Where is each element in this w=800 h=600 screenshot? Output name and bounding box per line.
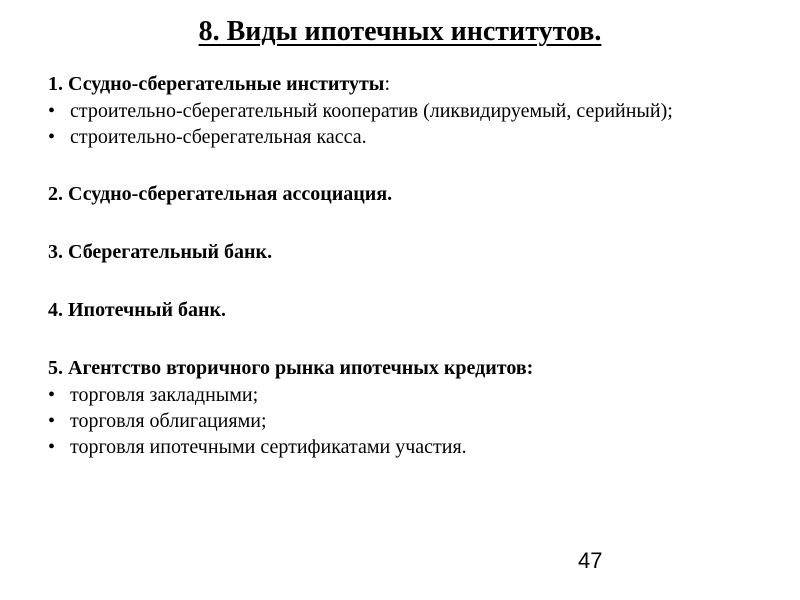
section-5-list: [48, 382, 748, 460]
list-item: • строительно-сберегательный кооператив (ликвидируемый, серийный);: [48, 100, 673, 122]
list-item: • торговля закладными;: [48, 384, 259, 406]
page-number: 47: [578, 548, 603, 573]
section-heading-2: 2. Ссудно-сберегательная ассоциация.: [48, 183, 393, 205]
bullet-icon: •: [48, 126, 56, 148]
list-item: • строительно-сберегательная касса.: [48, 126, 367, 148]
list-item: • торговля облигациями;: [48, 410, 267, 432]
section-heading-5: 5. Агентство вторичного рынка ипотечных кредитов:: [48, 357, 534, 379]
list-item: • торговля ипотечными сертификатами участия.: [48, 436, 467, 458]
slide-title: 8. Виды ипотечных институтов.: [198, 16, 602, 47]
section-1-list: [48, 98, 748, 150]
bullet-icon: •: [48, 384, 56, 406]
section-heading-1: 1. Ссудно-сберегательные институты:: [48, 73, 390, 95]
bullet-icon: •: [48, 436, 56, 458]
section-heading-4: 4. Ипотечный банк.: [48, 299, 227, 321]
bullet-icon: •: [48, 100, 56, 122]
section-heading-3: 3. Сберегательный банк.: [48, 241, 273, 263]
bullet-icon: •: [48, 410, 56, 432]
slide-content: [48, 70, 748, 460]
